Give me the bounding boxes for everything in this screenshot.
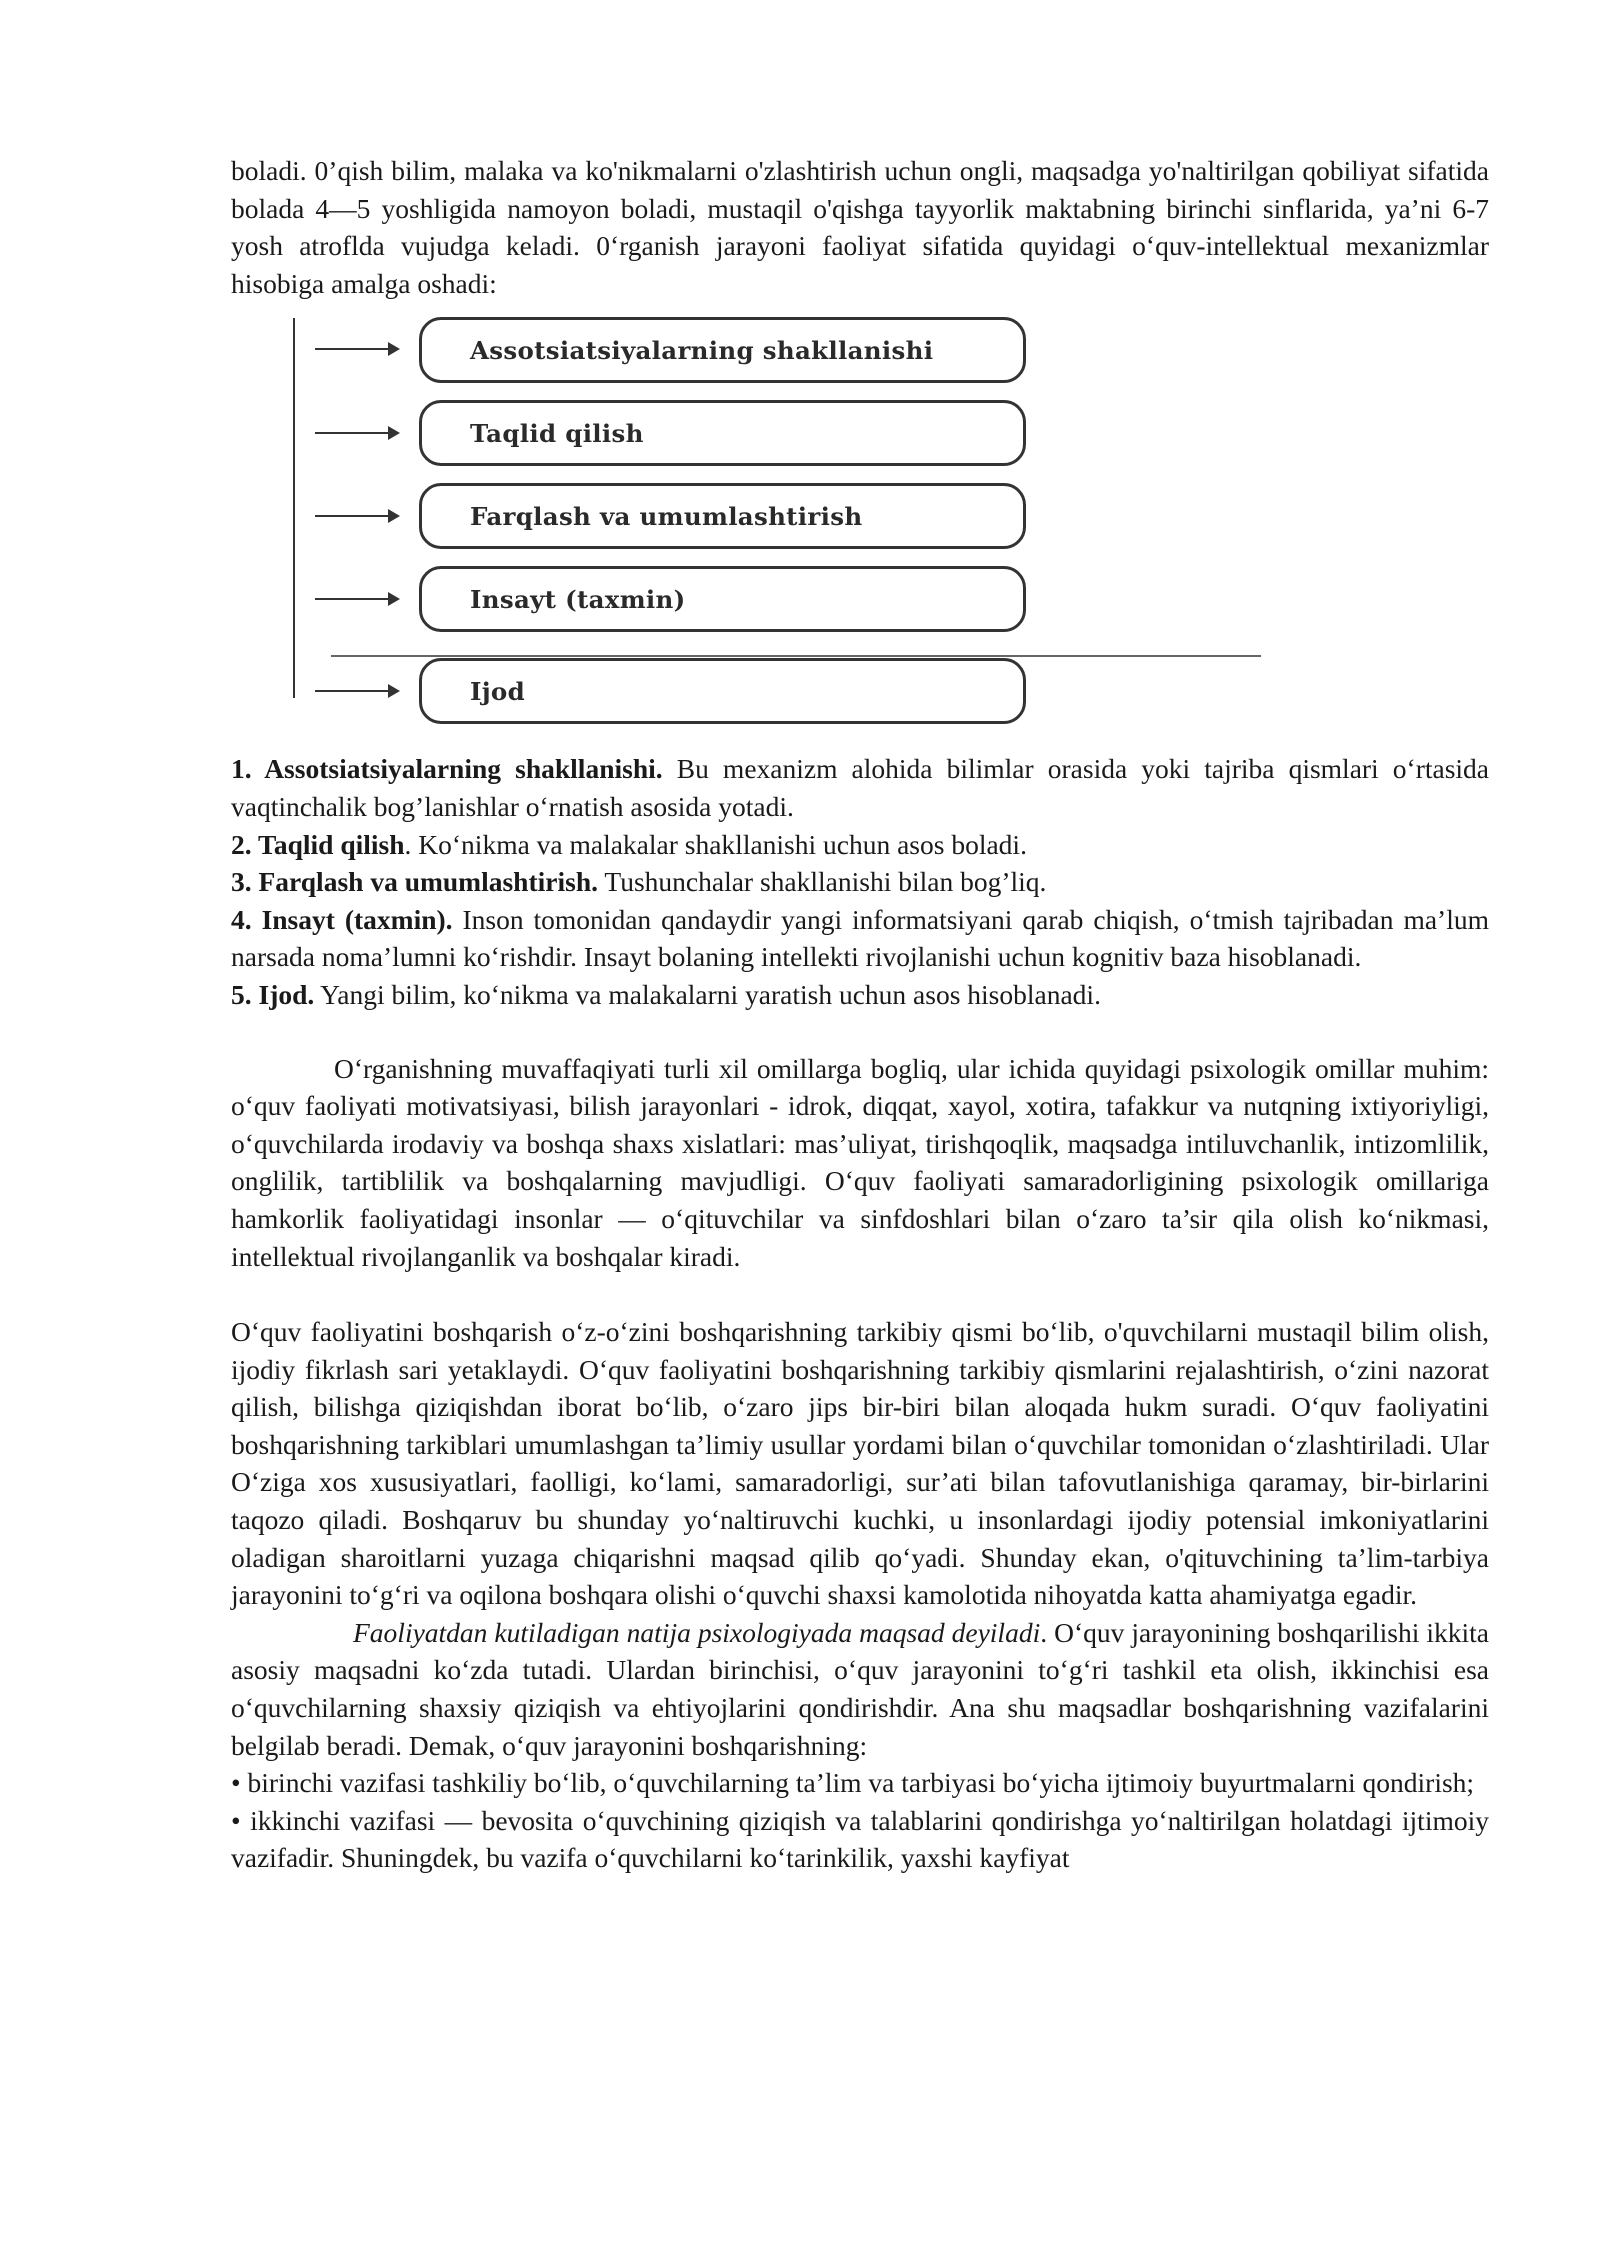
mechanism-text: Bu mexanizm alohida bilimlar orasida yoki tajriba qismlari o‘rtasida vaqtinchalik bog’lanishlar o‘rnatish asosida yotadi. [231, 753, 1489, 822]
mechanism-text: Inson tomonidan qandaydir yangi informatsiyani qarab chiqish, o‘tmish tajribadan ma’lum narsada noma’lumni ko‘rishdir. Insayt bolaning intellekti rivojlanishi uchun kognitiv baza hisoblanadi. [231, 903, 1489, 973]
arrow-icon [315, 690, 398, 692]
intro-paragraph: boladi. 0’qish bilim, malaka va ko'nikmalarni o'zlashtirish uchun ongli, maqsadga yo'naltirilgan qobiliyat sifatida bolada 4—5 yoshligida namoyon boladi, mustaqil o'qishga tayyorlik maktabning birinchi sinflarida, ya’ni 6-7 yosh atroflda vujudga keladi. 0‘rganish jarayoni faoliyat sifatida quyidagi o‘quv-intellektual mexanizmlar hisobiga amalga oshadi: [231, 155, 1489, 299]
spacer [231, 1014, 1489, 1050]
mechanism-item [231, 750, 1489, 825]
diagram-horizontal-line [331, 655, 1261, 657]
mechanisms-list [231, 750, 1489, 1013]
mechanism-item [231, 901, 1489, 976]
spacer [231, 1275, 1489, 1313]
diagram-box-associations: Assotsiatsiyalarning shakllanishi [419, 317, 1026, 383]
mechanism-title: 3. Farqlash va umumlashtirish. [231, 866, 598, 898]
mechanism-item [231, 976, 1489, 1014]
arrow-icon [315, 348, 398, 350]
mechanism-text: Yangi bilim, ko‘nikma va malakalarni yaratish uchun asos hisoblanadi. [314, 978, 1101, 1010]
mechanism-item [231, 826, 1489, 864]
mechanisms-diagram [231, 310, 1489, 750]
mechanism-title: 1. Assotsiatsiyalarning shakllanishi. [231, 753, 663, 785]
diagram-box-insight: Insayt (taxmin) [419, 566, 1026, 632]
document-page [231, 152, 1489, 1877]
mechanism-item [231, 863, 1489, 901]
mechanism-title: 5. Ijod. [231, 978, 315, 1010]
emphasis-text: Faoliyatdan kutiladigan natija psixologiyada maqsad deyiladi [353, 1616, 1041, 1648]
bullet-item: • birinchi vazifasi tashkiliy bo‘lib, o‘quvchilarning ta’lim va tarbiyasi bo‘yicha ijtimoiy buyurtmalarni qondirish; [231, 1767, 1475, 1799]
mechanism-title: 4. Insayt (taxmin). [231, 903, 453, 935]
mechanism-text: Tushunchalar shakllanishi bilan bog’liq. [598, 866, 1047, 898]
body-paragraph [231, 1614, 1489, 1764]
diagram-vertical-line [293, 318, 295, 698]
paragraph-text: . O‘quv jarayonining boshqarilishi ikkita asosiy maqsadni ko‘zda tutadi. Ulardan birinchisi, o‘quv jarayonini to‘g‘ri tashkil eta olish, ikkinchisi esa o‘quvchilarning shaxsiy qiziqish va ehtiyojlarini qondirishdir. Ana shu maqsadlar boshqarishning vazifalarini belgilab beradi. Demak, o‘quv jarayonini boshqarishning: [231, 1616, 1489, 1761]
diagram-box-differentiation: Farqlash va umumlashtirish [419, 483, 1026, 549]
arrow-icon [315, 598, 398, 600]
diagram-box-creativity: Ijod [419, 658, 1026, 724]
body-paragraph: O‘rganishning muvaffaqiyati turli xil omillarga bogliq, ular ichida quyidagi psixologik omillar muhim: o‘quv faoliyati motivatsiyasi, bilish jarayonlari - idrok, diqqat, xayol, xotira, tafakkur va nutqning ixtiyoriyligi, o‘quvchilarda irodaviy va boshqa shaxs xislatlari: mas’uliyat, tirishqoqlik, maqsadga intiluvchanlik, intizomlilik, onglilik, tartiblilik va boshqalarning mavjudligi. O‘quv faoliyati samaradorligining psixologik omillariga hamkorlik faoliyatidagi insonlar — o‘qituvchilar va sinfdoshlari bilan o‘zaro ta’sir qila olish ko‘nikmasi, intellektual rivojlanganlik va boshqalar kiradi. [231, 1052, 1489, 1272]
mechanism-text: . Ko‘nikma va malakalar shakllanishi uchun asos boladi. [404, 828, 1027, 860]
body-paragraph: O‘quv faoliyatini boshqarish o‘z-o‘zini boshqarishning tarkibiy qismi bo‘lib, o'quvchilarni mustaqil bilim olish, ijodiy fikrlash sari yetaklaydi. O‘quv faoliyatini boshqarishning tarkibiy qismlarini rejalashtirish, o‘zini nazorat qilish, bilishga qiziqishdan iborat bo‘lib, o‘zaro jips bir-biri bilan aloqada hukm suradi. O‘quv faoliyatini boshqarishning tarkiblari umumlashgan ta’limiy usullar yordami bilan o‘quvchilar tomonidan o‘zlashtiriladi. Ular O‘ziga xos xususiyatlari, faolligi, ko‘lami, samaradorligi, sur’ati bilan tafovutlanishiga qaramay, bir-birlarini taqozo qiladi. Boshqaruv bu shunday yo‘naltiruvchi kuchki, u insonlardagi ijodiy potensial imkoniyatlarini oladigan sharoitlarni yuzaga chiqarishni maqsad qilib qo‘yadi. Shunday ekan, o'qituvchining ta’lim-tarbiya jarayonini to‘g‘ri va oqilona boshqara olishi o‘quvchi shaxsi kamolotida nihoyatda katta ahamiyatga egadir. [231, 1316, 1489, 1611]
bullet-item: • ikkinchi vazifasi — bevosita o‘quvchining qiziqish va talablarini qondirishga yo‘naltirilgan holatdagi ijtimoiy vazifadir. Shuningdek, bu vazifa o‘quvchilarni ko‘tarinkilik, yaxshi kayfiyat [231, 1804, 1489, 1874]
arrow-icon [315, 515, 398, 517]
arrow-icon [315, 432, 398, 434]
diagram-box-imitation: Taqlid qilish [419, 400, 1026, 466]
mechanism-title: 2. Taqlid qilish [231, 828, 405, 860]
